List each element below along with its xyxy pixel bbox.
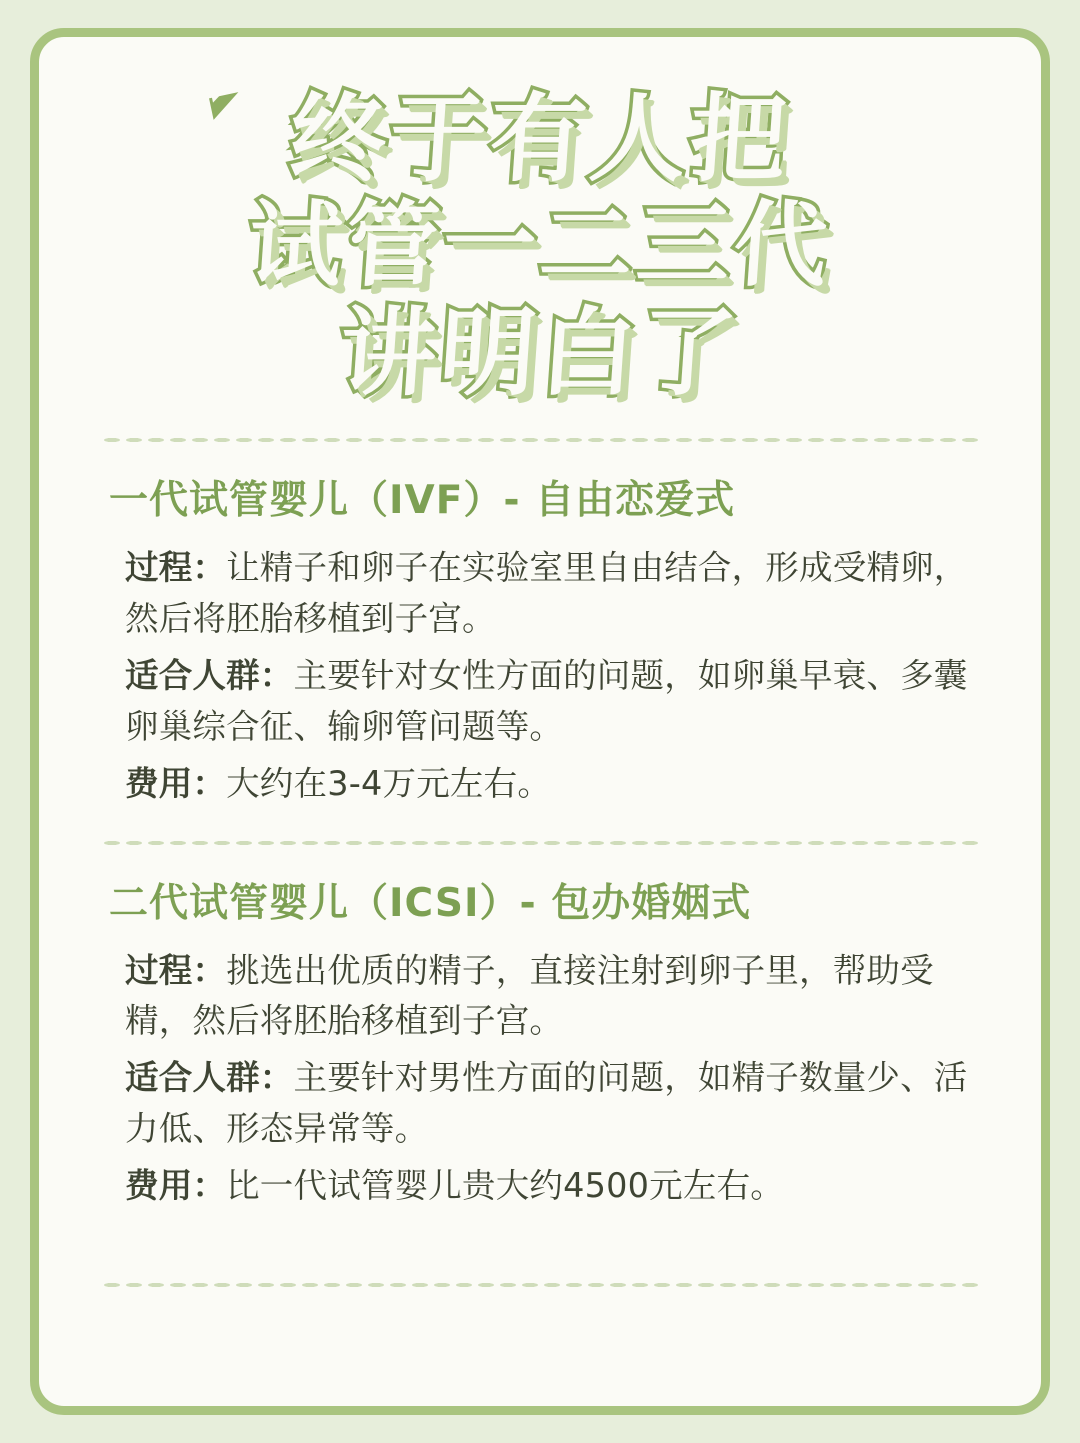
list-item	[125, 1053, 971, 1155]
item-label: 费用：	[125, 1166, 227, 1206]
item-text: 让精子和卵子在实验室里自由结合，形成受精卵，然后将胚胎移植到子宫。	[125, 548, 968, 638]
divider-top	[101, 437, 979, 443]
item-text: 主要针对男性方面的问题，如精子数量少、活力低、形态异常等。	[125, 1058, 968, 1149]
divider-middle	[101, 840, 979, 846]
section-generation-two	[85, 872, 995, 1213]
item-label: 费用：	[125, 763, 227, 803]
item-text: 大约在3-4万元左右。	[226, 763, 552, 803]
title-line-3: 讲明白了	[336, 296, 744, 409]
item-text: 挑选出优质的精子，直接注射到卵子里，帮助受精，然后将胚胎移植到子宫。	[125, 950, 934, 1041]
list-item	[125, 651, 971, 753]
list-item	[125, 946, 971, 1048]
item-label: 过程：	[125, 548, 227, 588]
section-generation-one	[85, 469, 995, 810]
item-text: 主要针对女性方面的问题，如卵巢早衰、多囊卵巢综合征、输卵管问题等。	[125, 655, 968, 746]
item-label: 适合人群：	[125, 1058, 294, 1098]
item-label: 过程：	[125, 950, 227, 990]
divider-bottom	[101, 1282, 979, 1288]
item-text: 比一代试管婴儿贵大约4500元左右。	[226, 1166, 784, 1206]
section-body	[125, 946, 971, 1213]
item-label: 适合人群：	[125, 655, 294, 695]
list-item	[125, 543, 971, 645]
title-line-2: 试管一二三代	[245, 191, 835, 300]
spacer	[85, 1218, 995, 1252]
section-heading: 一代试管婴儿（IVF）- 自由恋爱式	[109, 478, 736, 524]
poster-title	[85, 85, 995, 407]
list-item	[125, 1161, 971, 1212]
list-item	[125, 759, 971, 810]
poster-header	[85, 71, 995, 407]
section-heading: 二代试管婴儿（ICSI）- 包办婚姻式	[109, 880, 752, 926]
title-line-1: 终于有人把	[286, 83, 794, 195]
section-body	[125, 543, 971, 810]
poster-card	[30, 28, 1050, 1415]
